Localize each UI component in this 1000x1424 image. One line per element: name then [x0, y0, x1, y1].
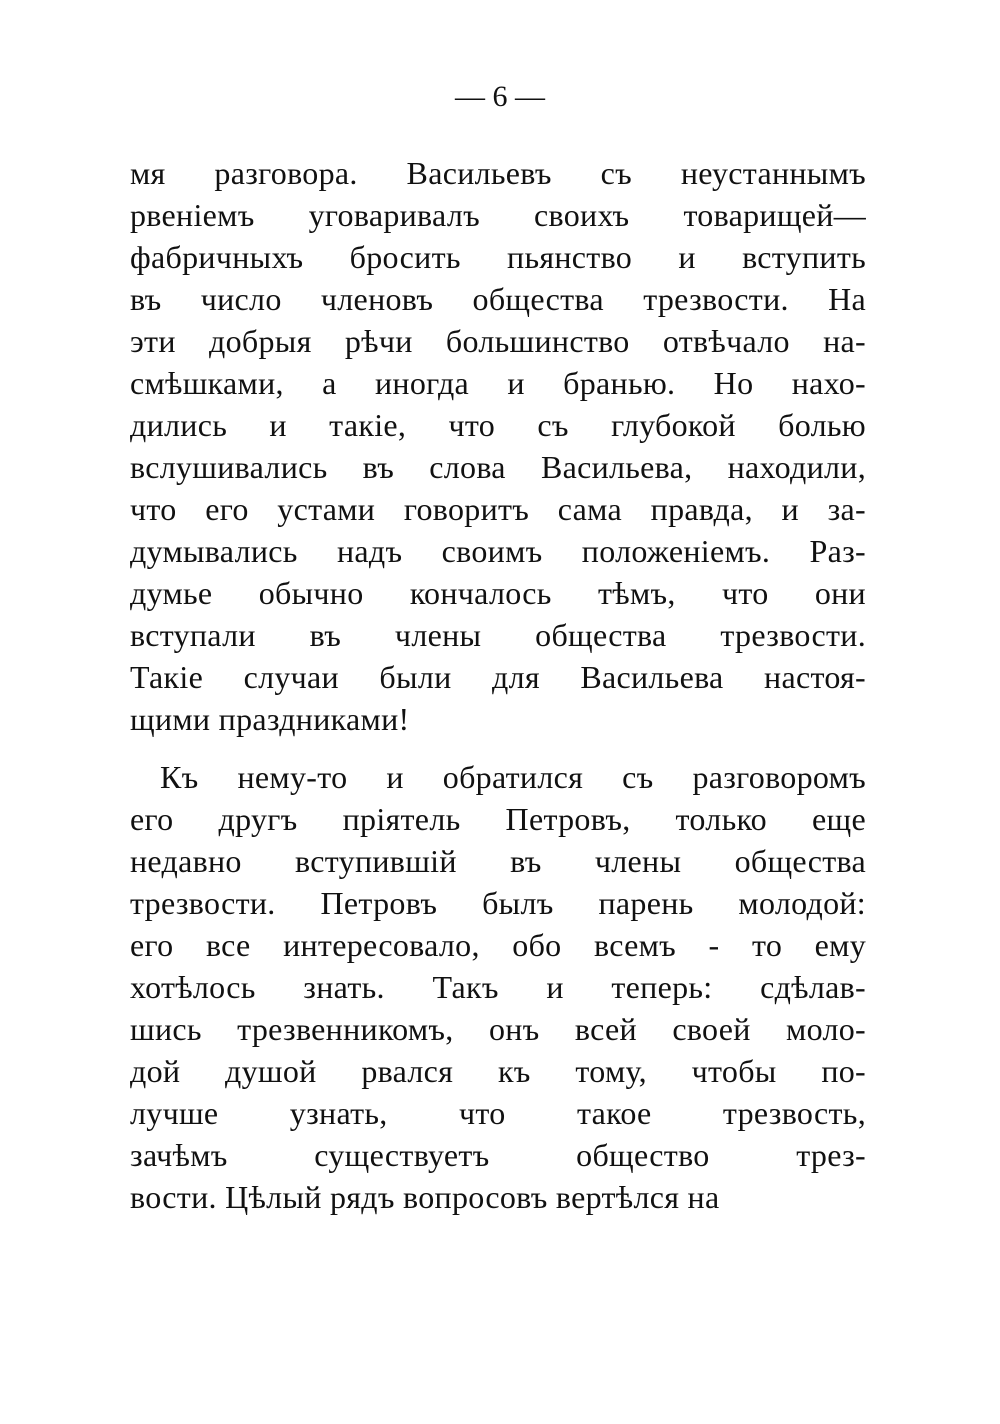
text-line: трезвости. Петровъ былъ парень молодой: — [130, 885, 866, 921]
text-line: думывались надъ своимъ положенiемъ. Раз- — [130, 533, 866, 569]
text-line: дой душой рвался къ тому, чтобы по- — [130, 1053, 866, 1089]
text-line: думье обычно кончалось тѣмъ, что они — [130, 575, 866, 611]
text-line: смѣшками, а иногда и бранью. Но нахо- — [130, 365, 866, 401]
paragraph-1 — [130, 152, 866, 740]
text-line: его другъ прiятель Петровъ, только еще — [130, 801, 866, 837]
text-line: недавно вступившiй въ члены общества — [130, 843, 866, 879]
page-number: — 6 — — [455, 80, 545, 113]
text-line: щими праздниками! — [130, 701, 410, 737]
paragraph-2 — [130, 756, 866, 1218]
text-line: рвенiемъ уговаривалъ своихъ товарищей— — [130, 197, 866, 233]
text-line: эти добрыя рѣчи большинство отвѣчало на- — [130, 323, 866, 359]
text-line: Такiе случаи были для Васильева настоя- — [130, 659, 866, 695]
text-line: вости. Цѣлый рядъ вопросовъ вертѣлся на — [130, 1179, 720, 1215]
text-line: его все интересовало, обо всемъ - то ему — [130, 927, 866, 963]
text-line: хотѣлось знать. Такъ и теперь: сдѣлав- — [130, 969, 866, 1005]
text-line: Къ нему-то и обратился съ разговоромъ — [160, 759, 866, 795]
text-line: что его устами говоритъ сама правда, и за- — [130, 491, 866, 527]
text-line: вслушивались въ слова Васильева, находили, — [130, 449, 866, 485]
text-line: мя разговора. Васильевъ съ неустаннымъ — [130, 155, 866, 191]
text-line: въ число членовъ общества трезвости. На — [130, 281, 866, 317]
text-line: дились и такiе, что съ глубокой болью — [130, 407, 866, 443]
text-line: зачѣмъ существуетъ общество трез- — [130, 1137, 866, 1173]
text-line: фабричныхъ бросить пьянство и вступить — [130, 239, 866, 275]
text-line: вступали въ члены общества трезвости. — [130, 617, 866, 653]
text-line: лучше узнать, что такое трезвость, — [130, 1095, 866, 1131]
body-text — [130, 152, 866, 1218]
text-line: шись трезвенникомъ, онъ всей своей моло- — [130, 1011, 866, 1047]
